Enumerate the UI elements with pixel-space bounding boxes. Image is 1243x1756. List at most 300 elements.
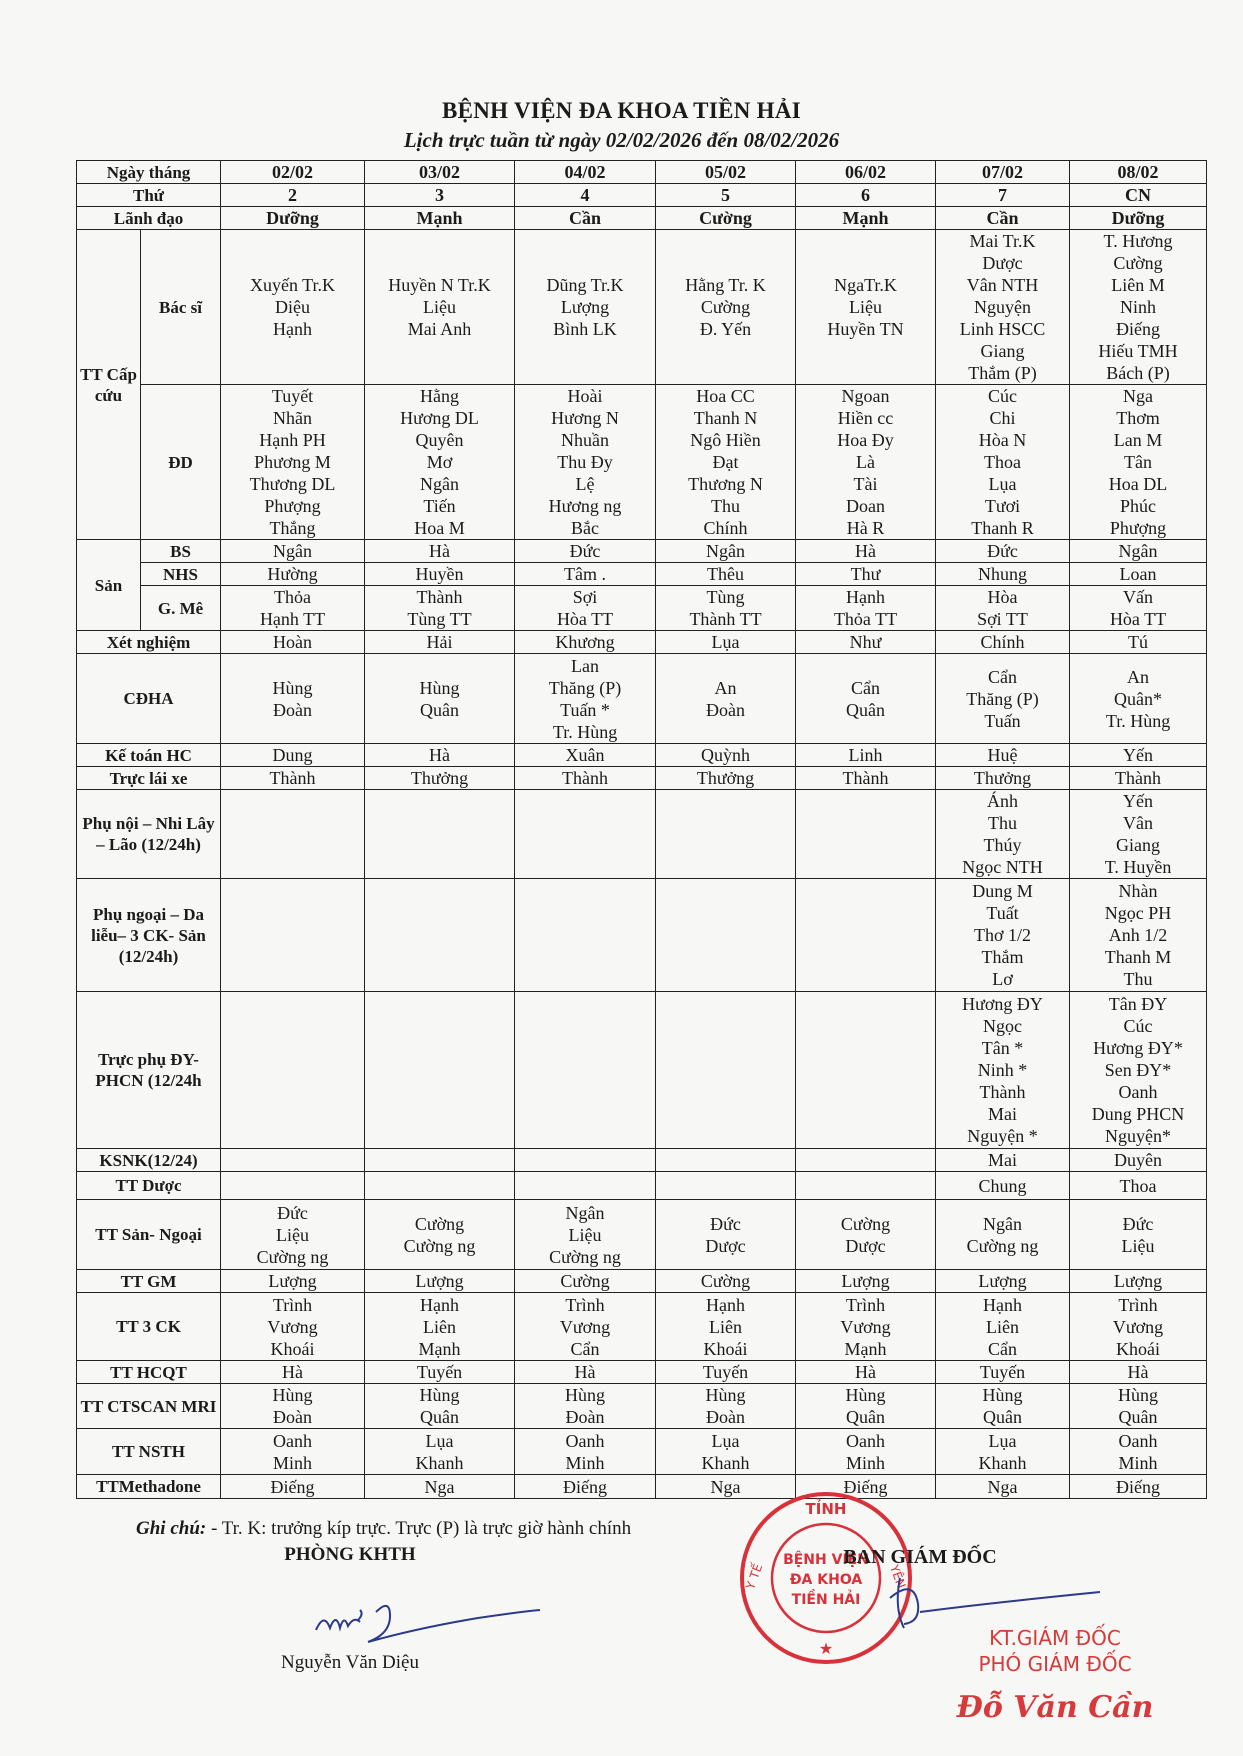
cell-tt-duoc: [796, 1172, 936, 1200]
cell-line: Mạnh: [842, 208, 889, 228]
cell-xet-nghiem: [656, 631, 796, 654]
cell-line: Ngân: [565, 1202, 605, 1223]
cell-line: Ngọc: [983, 1016, 1023, 1036]
cell-tt-methadone: [1070, 1475, 1207, 1499]
cell-ke-toan: [796, 744, 936, 767]
cell-bac-si: [936, 230, 1070, 385]
cell-xet-nghiem: [936, 631, 1070, 654]
cell-tt-nsth: [656, 1429, 796, 1475]
cell-line: Đức: [1122, 1213, 1154, 1234]
row-leader: [77, 207, 1207, 230]
cell-line: Vân NTH: [966, 275, 1039, 295]
cell-dates: [656, 161, 796, 184]
cell-line: Hiếu TMH: [1098, 341, 1178, 361]
cell-line: Tuyết: [271, 386, 314, 406]
duty-schedule-table: [76, 160, 1207, 1499]
cell-tt-3ck: [515, 1293, 656, 1361]
cell-line: Lượng: [978, 1271, 1027, 1291]
cell-phu-ngoai: [515, 879, 656, 992]
cell-phu-dy: [936, 992, 1070, 1149]
cell-line: Dũng Tr.K: [546, 275, 624, 295]
cell-line: Hạnh: [846, 587, 886, 607]
cell-line: Phúc: [1120, 496, 1157, 516]
seal-line2: ĐA KHOA: [789, 1572, 863, 1588]
cell-leaders: [936, 207, 1070, 230]
cell-line: Hằng: [420, 386, 460, 406]
cell-phu-noi: [221, 790, 365, 879]
cell-line: Lụa: [988, 1430, 1017, 1451]
cell-line: Thành: [416, 587, 463, 607]
note-text: - Tr. K: trưởng kíp trực. Trực (P) là trực giờ hành chính: [210, 1518, 632, 1539]
cell-line: Anh 1/2: [1108, 925, 1168, 945]
cell-line: Tuấn: [984, 710, 1021, 731]
cell-line: Tr. Hùng: [1105, 710, 1171, 731]
cell-line: Tuyến: [702, 1362, 749, 1382]
cell-san-bs: [656, 540, 796, 563]
cell-line: Minh: [565, 1452, 605, 1473]
left-signature: [296, 1590, 546, 1650]
cell-line: Ngân: [420, 474, 460, 494]
cell-tt-ctscan: [221, 1384, 365, 1429]
row-gme: [77, 586, 1207, 631]
right-role-1: KT.GIÁM ĐỐC: [989, 1626, 1121, 1650]
cell-line: Hà: [574, 1362, 596, 1382]
cell-phu-ngoai: [796, 879, 936, 992]
cell-line: 7: [998, 185, 1008, 205]
cell-san-nhs: [221, 563, 365, 586]
cell-weekdays: [1070, 184, 1207, 207]
cell-line: Liệu: [1121, 1235, 1155, 1256]
cell-line: Cần: [569, 208, 602, 228]
cell-line: Vương: [1112, 1316, 1164, 1337]
cell-ke-toan: [221, 744, 365, 767]
cell-line: Tân *: [981, 1038, 1024, 1058]
cell-tt-san-ngoai: [936, 1200, 1070, 1270]
cell-tt-duoc: [1070, 1172, 1207, 1200]
cell-line: NgaTr.K: [834, 275, 897, 295]
cell-tt-3ck: [1070, 1293, 1207, 1361]
cell-line: Nga: [710, 1476, 741, 1497]
cell-line: Xuân: [565, 745, 605, 765]
cell-phu-noi: [1070, 790, 1207, 879]
cell-line: Minh: [846, 1452, 886, 1473]
cell-line: Nhung: [978, 564, 1028, 584]
label-lai-xe: Trực lái xe: [77, 767, 221, 790]
cell-cdha: [515, 654, 656, 744]
cell-line: Thành TT: [689, 609, 762, 629]
cell-tt-nsth: [221, 1429, 365, 1475]
row-tt-3ck: [77, 1293, 1207, 1361]
cell-line: T. Huyền: [1104, 857, 1172, 877]
cell-lai-xe: [936, 767, 1070, 790]
cell-gme: [1070, 586, 1207, 631]
cell-tt-ctscan: [365, 1384, 515, 1429]
cell-dd: [515, 385, 656, 540]
cell-tt-methadone: [221, 1475, 365, 1499]
cell-cdha: [936, 654, 1070, 744]
cell-line: Vương: [840, 1316, 891, 1337]
row-tt-methadone: [77, 1475, 1207, 1499]
cell-gme: [936, 586, 1070, 631]
cell-bac-si: [656, 230, 796, 385]
cell-line: Yến: [1123, 791, 1154, 811]
cell-tt-nsth: [515, 1429, 656, 1475]
cell-line: Liên: [709, 1316, 743, 1337]
cell-line: Cẩn: [851, 677, 881, 698]
cell-line: Điếng: [1116, 1476, 1161, 1497]
cell-line: Hòa: [987, 587, 1018, 607]
schedule-subtitle: Lịch trực tuần từ ngày 02/02/2026 đến 08/02/2026: [403, 128, 840, 152]
cell-line: Oanh: [1118, 1082, 1158, 1102]
row-tt-duoc: [77, 1172, 1207, 1200]
row-weekday: [77, 184, 1207, 207]
cell-line: Nhàn: [1118, 881, 1158, 901]
cell-dates: [1070, 161, 1207, 184]
cell-line: Thành: [1115, 768, 1161, 788]
cell-line: Hùng: [705, 1385, 746, 1405]
right-signatory-name: Đỗ Văn Cần: [956, 1690, 1154, 1725]
cell-line: Hương ĐY*: [1093, 1038, 1183, 1058]
cell-line: Hòa TT: [556, 609, 614, 629]
cell-line: Hoa CC: [696, 386, 755, 406]
cell-line: Hoa M: [414, 518, 465, 538]
cell-line: Khoái: [703, 1338, 748, 1359]
cell-line: Hoa DL: [1108, 474, 1168, 494]
label-tt-duoc: TT Dược: [77, 1172, 221, 1200]
cell-line: Lượng: [1113, 1271, 1163, 1291]
cell-phu-noi: [936, 790, 1070, 879]
cell-san-nhs: [656, 563, 796, 586]
cell-cdha: [365, 654, 515, 744]
cell-line: Cường: [699, 208, 752, 228]
cell-gme: [796, 586, 936, 631]
cell-tt-duoc: [515, 1172, 656, 1200]
cell-line: Giang: [980, 341, 1025, 361]
row-lai-xe: [77, 767, 1207, 790]
cell-san-bs: [365, 540, 515, 563]
cell-san-bs: [221, 540, 365, 563]
cell-tt-gm: [221, 1270, 365, 1293]
cell-line: Đoàn: [706, 1407, 746, 1427]
cell-line: Đức: [987, 541, 1018, 561]
cell-line: Hạnh: [706, 1294, 746, 1315]
cell-line: Trình: [272, 1294, 313, 1315]
cell-line: Tân: [1124, 452, 1152, 472]
cell-line: Cần: [986, 208, 1019, 228]
cell-phu-noi: [365, 790, 515, 879]
label-tt-cap-cuu: TT Cấp cứu: [77, 230, 141, 540]
cell-tt-nsth: [796, 1429, 936, 1475]
row-dd: [77, 385, 1207, 540]
cell-line: Hùng: [982, 1385, 1023, 1405]
cell-line: Đ. Yến: [699, 319, 752, 339]
row-cdha: [77, 654, 1207, 744]
cell-line: Ngô Hiền: [690, 430, 761, 450]
cell-line: Khương: [555, 632, 615, 652]
cell-gme: [656, 586, 796, 631]
cell-line: Tân ĐY: [1108, 994, 1168, 1014]
cell-line: Ngân: [706, 541, 746, 561]
cell-weekdays: [365, 184, 515, 207]
cell-gme: [515, 586, 656, 631]
cell-phu-noi: [796, 790, 936, 879]
cell-line: Lệ: [575, 474, 595, 494]
cell-line: Hùng: [845, 1385, 886, 1405]
cell-line: Hương ĐY: [962, 994, 1043, 1014]
cell-line: Thương N: [688, 474, 763, 494]
cell-line: Mai: [988, 1104, 1018, 1124]
cell-tt-duoc: [365, 1172, 515, 1200]
cell-ksnk: [1070, 1149, 1207, 1172]
cell-ksnk: [515, 1149, 656, 1172]
cell-tt-ctscan: [1070, 1384, 1207, 1429]
cell-line: Đoàn: [273, 699, 313, 720]
cell-line: 5: [721, 185, 731, 205]
cell-line: Hường: [267, 564, 318, 584]
hospital-title: BỆNH VIỆN ĐA KHOA TIỀN HẢI: [441, 98, 802, 123]
label-bs: BS: [141, 540, 221, 563]
right-role-2: PHÓ GIÁM ĐỐC: [978, 1652, 1132, 1676]
cell-line: Ngoan: [841, 386, 890, 406]
row-phu-dy: [77, 992, 1207, 1149]
cell-line: Cường: [1113, 253, 1163, 273]
cell-tt-3ck: [796, 1293, 936, 1361]
cell-line: Linh: [848, 745, 883, 765]
cell-bac-si: [515, 230, 656, 385]
row-phu-ngoai: [77, 879, 1207, 992]
cell-line: Khanh: [978, 1452, 1027, 1473]
cell-tt-ctscan: [936, 1384, 1070, 1429]
cell-line: Lụa: [711, 632, 740, 652]
cell-san-bs: [796, 540, 936, 563]
cell-line: Hùng: [1118, 1385, 1159, 1405]
cell-line: Oanh: [1118, 1430, 1158, 1451]
cell-line: Sen ĐY*: [1104, 1060, 1172, 1080]
cell-line: Chi: [989, 408, 1016, 428]
seal-top: TỈNH: [805, 1500, 847, 1518]
cell-phu-dy: [656, 992, 796, 1149]
label-phu-dy: Trực phụ ĐY- PHCN (12/24h: [77, 992, 221, 1149]
cell-tt-san-ngoai: [796, 1200, 936, 1270]
cell-line: Tùng: [706, 587, 745, 607]
cell-lai-xe: [221, 767, 365, 790]
cell-san-bs: [1070, 540, 1207, 563]
cell-san-bs: [936, 540, 1070, 563]
row-date: [77, 161, 1207, 184]
cell-line: Điếng: [1116, 319, 1161, 339]
cell-tt-duoc: [221, 1172, 365, 1200]
cell-xet-nghiem: [515, 631, 656, 654]
cell-ke-toan: [515, 744, 656, 767]
cell-line: Lượng: [415, 1271, 464, 1291]
cell-line: Ngọc NTH: [962, 857, 1043, 877]
cell-tt-gm: [515, 1270, 656, 1293]
cell-line: Ninh: [1120, 297, 1157, 317]
row-tt-san-ngoai: [77, 1200, 1207, 1270]
cell-tt-hcqt: [515, 1361, 656, 1384]
cell-line: Oanh: [565, 1430, 605, 1451]
cell-weekdays: [221, 184, 365, 207]
seal-line3: TIỀN HẢI: [791, 1592, 861, 1608]
cell-tt-hcqt: [1070, 1361, 1207, 1384]
cell-line: Cường ng: [966, 1235, 1039, 1256]
cell-tt-ctscan: [515, 1384, 656, 1429]
cell-lai-xe: [796, 767, 936, 790]
cell-san-nhs: [365, 563, 515, 586]
cell-line: Khoái: [1116, 1338, 1161, 1359]
cell-line: Tuyến: [979, 1362, 1026, 1382]
cell-line: Vương: [559, 1316, 611, 1337]
seal-line1: BỆNH VIỆN: [783, 1552, 869, 1568]
seal-left: Y TẾ: [743, 1561, 766, 1592]
cell-line: Thưởng: [973, 768, 1032, 788]
cell-san-nhs: [1070, 563, 1207, 586]
cell-cdha: [656, 654, 796, 744]
cell-phu-noi: [515, 790, 656, 879]
cell-line: Hạnh: [420, 1294, 460, 1315]
cell-line: Ngân: [983, 1213, 1023, 1234]
cell-line: 4: [580, 185, 590, 205]
note: [136, 1518, 631, 1540]
cell-ke-toan: [365, 744, 515, 767]
label-xet-nghiem: Xét nghiệm: [77, 631, 221, 654]
cell-bac-si: [365, 230, 515, 385]
label-tt-ctscan: TT CTSCAN MRI: [77, 1384, 221, 1429]
cell-xet-nghiem: [221, 631, 365, 654]
cell-line: Hương DL: [400, 408, 479, 428]
cell-line: Quân: [420, 699, 460, 720]
cell-line: Thu: [1123, 969, 1153, 989]
cell-line: Đức: [569, 541, 601, 561]
cell-line: Hà: [855, 541, 877, 561]
cell-line: Bắc: [571, 518, 599, 538]
cell-line: 6: [861, 185, 871, 205]
label-ksnk: KSNK(12/24): [77, 1149, 221, 1172]
cell-line: Cường: [840, 1213, 891, 1234]
cell-gme: [365, 586, 515, 631]
cell-line: 2: [288, 185, 298, 205]
cell-dates: [936, 161, 1070, 184]
cell-xet-nghiem: [365, 631, 515, 654]
cell-line: Thắm (P): [968, 363, 1037, 383]
cell-ksnk: [796, 1149, 936, 1172]
cell-phu-ngoai: [1070, 879, 1207, 992]
cell-line: An: [714, 677, 737, 698]
cell-line: Hà: [429, 745, 451, 765]
cell-line: Trình: [1118, 1294, 1158, 1315]
cell-phu-dy: [796, 992, 936, 1149]
cell-line: Hương N: [551, 408, 619, 428]
cell-line: Hùng: [419, 677, 460, 698]
cell-line: Thành: [269, 768, 316, 788]
row-tt-nsth: [77, 1429, 1207, 1475]
cell-line: Thanh N: [693, 408, 758, 428]
cell-bac-si: [221, 230, 365, 385]
cell-line: Bách (P): [1106, 363, 1170, 383]
cell-dd: [221, 385, 365, 540]
cell-tt-ctscan: [796, 1384, 936, 1429]
cell-line: Đức: [277, 1202, 308, 1223]
cell-line: Khoái: [270, 1338, 315, 1359]
cell-tt-3ck: [365, 1293, 515, 1361]
cell-line: 03/02: [419, 162, 461, 182]
cell-line: Trình: [845, 1294, 886, 1315]
cell-line: 08/02: [1117, 162, 1159, 182]
cell-line: Hùng: [565, 1385, 606, 1405]
cell-line: Vấn: [1123, 587, 1154, 607]
cell-line: Cường ng: [256, 1246, 329, 1267]
cell-line: Quân: [1118, 1407, 1158, 1427]
cell-line: Huyền TN: [827, 319, 904, 339]
cell-weekdays: [515, 184, 656, 207]
cell-line: Đạt: [712, 452, 739, 472]
cell-weekdays: [936, 184, 1070, 207]
cell-leaders: [656, 207, 796, 230]
cell-phu-ngoai: [936, 879, 1070, 992]
cell-tt-hcqt: [936, 1361, 1070, 1384]
cell-ksnk: [221, 1149, 365, 1172]
cell-leaders: [365, 207, 515, 230]
cell-line: Liên M: [1111, 275, 1165, 295]
label-cdha: CĐHA: [77, 654, 221, 744]
cell-line: Diệu: [275, 297, 311, 317]
cell-line: Thư: [850, 564, 881, 584]
cell-phu-noi: [656, 790, 796, 879]
cell-line: 05/02: [705, 162, 747, 182]
cell-tt-gm: [365, 1270, 515, 1293]
row-bac-si: [77, 230, 1207, 385]
cell-line: Tuấn *: [560, 699, 610, 720]
cell-line: 02/02: [272, 162, 314, 182]
cell-line: Thương DL: [249, 474, 336, 494]
cell-line: Điếng: [843, 1476, 888, 1497]
cell-dd: [1070, 385, 1207, 540]
cell-line: Hiền cc: [837, 408, 894, 428]
cell-line: Tuyến: [416, 1362, 463, 1382]
label-nhs: NHS: [141, 563, 221, 586]
cell-line: Liên: [423, 1316, 457, 1337]
cell-line: Ngọc PH: [1104, 903, 1172, 923]
cell-line: Hùng: [272, 1385, 313, 1405]
cell-phu-ngoai: [221, 879, 365, 992]
row-xet-nghiem: [77, 631, 1207, 654]
cell-line: Là: [856, 452, 875, 472]
cell-line: Hạnh: [273, 319, 313, 339]
cell-tt-san-ngoai: [515, 1200, 656, 1270]
cell-line: Linh HSCC: [959, 319, 1046, 339]
cell-line: Thành: [562, 768, 608, 788]
cell-line: Cẩn: [988, 666, 1018, 687]
label-san: Sản: [77, 540, 141, 631]
cell-line: Duyên: [1114, 1150, 1163, 1170]
cell-line: Tú: [1128, 632, 1149, 652]
cell-line: Tr. Hùng: [552, 721, 618, 742]
cell-line: Đoàn: [565, 1407, 605, 1427]
cell-line: Mạnh: [844, 1338, 887, 1359]
cell-line: 04/02: [564, 162, 606, 182]
cell-tt-nsth: [365, 1429, 515, 1475]
cell-line: Liệu: [276, 1224, 310, 1245]
cell-line: Liệu: [423, 297, 457, 317]
cell-tt-gm: [796, 1270, 936, 1293]
label-leader: Lãnh đạo: [77, 207, 221, 230]
cell-line: Lan: [571, 655, 599, 676]
cell-line: Thắm: [981, 947, 1024, 967]
cell-line: Nguyện *: [967, 1126, 1038, 1146]
cell-bac-si: [796, 230, 936, 385]
cell-line: Giang: [1116, 835, 1161, 855]
cell-lai-xe: [656, 767, 796, 790]
